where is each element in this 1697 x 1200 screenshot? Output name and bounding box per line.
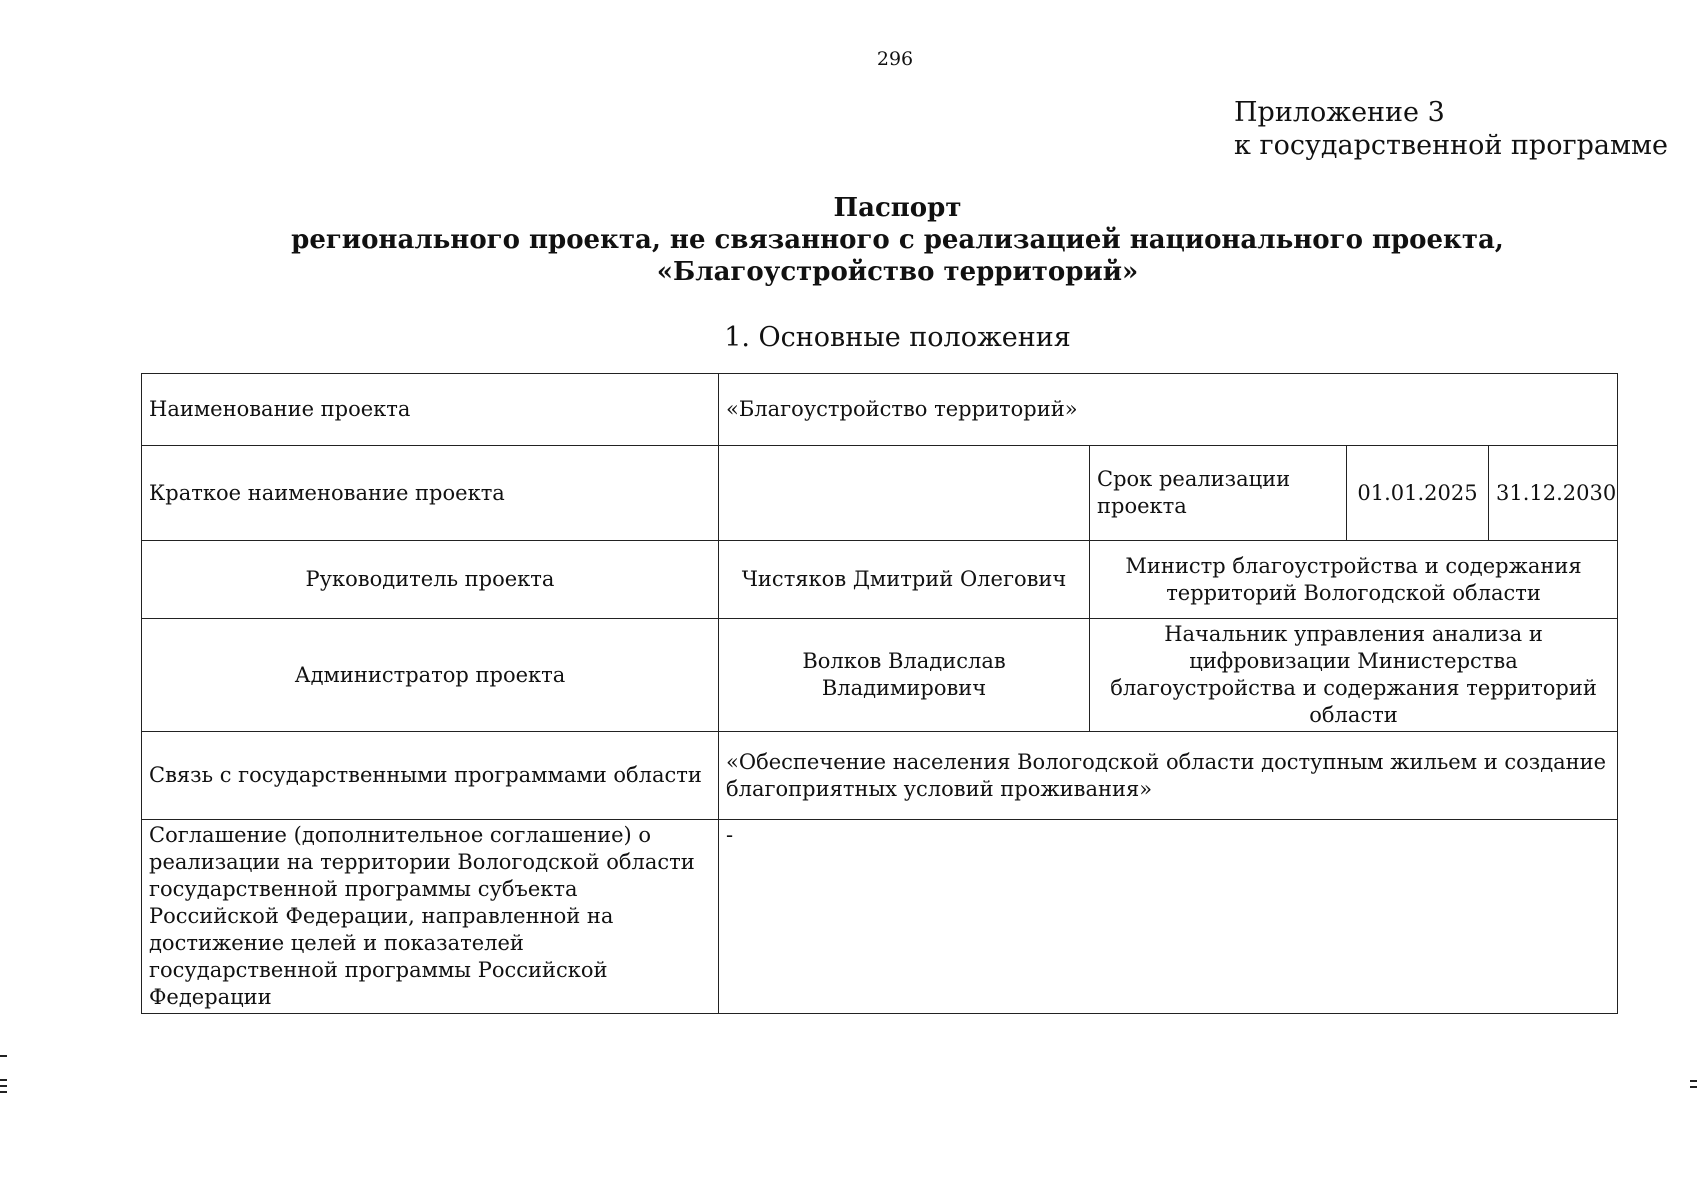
appendix-line-2: к государственной программе [1234,130,1668,161]
agreement-value: - [719,820,1618,1014]
short-name-value [719,446,1090,541]
appendix-note [1234,96,1668,162]
table-row [142,732,1618,820]
project-administrator-label: Администратор проекта [142,619,719,732]
table-row [142,446,1618,541]
margin-mark [1690,1080,1697,1082]
title-line-1: Паспорт [833,193,962,223]
short-name-label: Краткое наименование проекта [142,446,719,541]
passport-table [141,373,1618,1014]
project-administrator-position: Начальник управления анализа и цифровизации Министерства благоустройства и содержания территорий области [1090,619,1618,732]
state-programs-link-label: Связь с государственными программами области [142,732,719,820]
term-label: Срок реализации проекта [1090,446,1347,541]
table-row [142,374,1618,446]
project-manager-name: Чистяков Дмитрий Олегович [719,541,1090,619]
document-title [140,192,1655,288]
margin-mark [0,1091,7,1093]
appendix-line-1: Приложение 3 [1234,97,1445,128]
end-date: 31.12.2030 [1489,446,1618,541]
margin-mark [0,1085,7,1087]
start-date: 01.01.2025 [1347,446,1489,541]
title-line-2: регионального проекта, не связанного с реализацией национального проекта, [291,225,1504,255]
margin-mark [0,1055,7,1057]
agreement-label: Соглашение (дополнительное соглашение) о реализации на территории Вологодской области государственной программы субъекта Российской Федерации, направленной на достижение целей и показателей государственной программы Российской Федерации [142,820,719,1014]
project-name-value: «Благоустройство территорий» [719,374,1618,446]
margin-mark [0,1079,7,1081]
table-row [142,541,1618,619]
page-number: 296 [876,48,914,70]
project-manager-label: Руководитель проекта [142,541,719,619]
project-administrator-name: Волков Владислав Владимирович [719,619,1090,732]
title-line-3: «Благоустройство территорий» [656,257,1139,287]
state-programs-link-value: «Обеспечение населения Вологодской области доступным жильем и создание благоприятных условий проживания» [719,732,1618,820]
table-row [142,820,1618,1014]
section-heading: 1. Основные положения [724,322,1071,353]
project-manager-position: Министр благоустройства и содержания территорий Вологодской области [1090,541,1618,619]
table-row [142,619,1618,732]
margin-mark [1690,1086,1697,1088]
project-name-label: Наименование проекта [142,374,719,446]
